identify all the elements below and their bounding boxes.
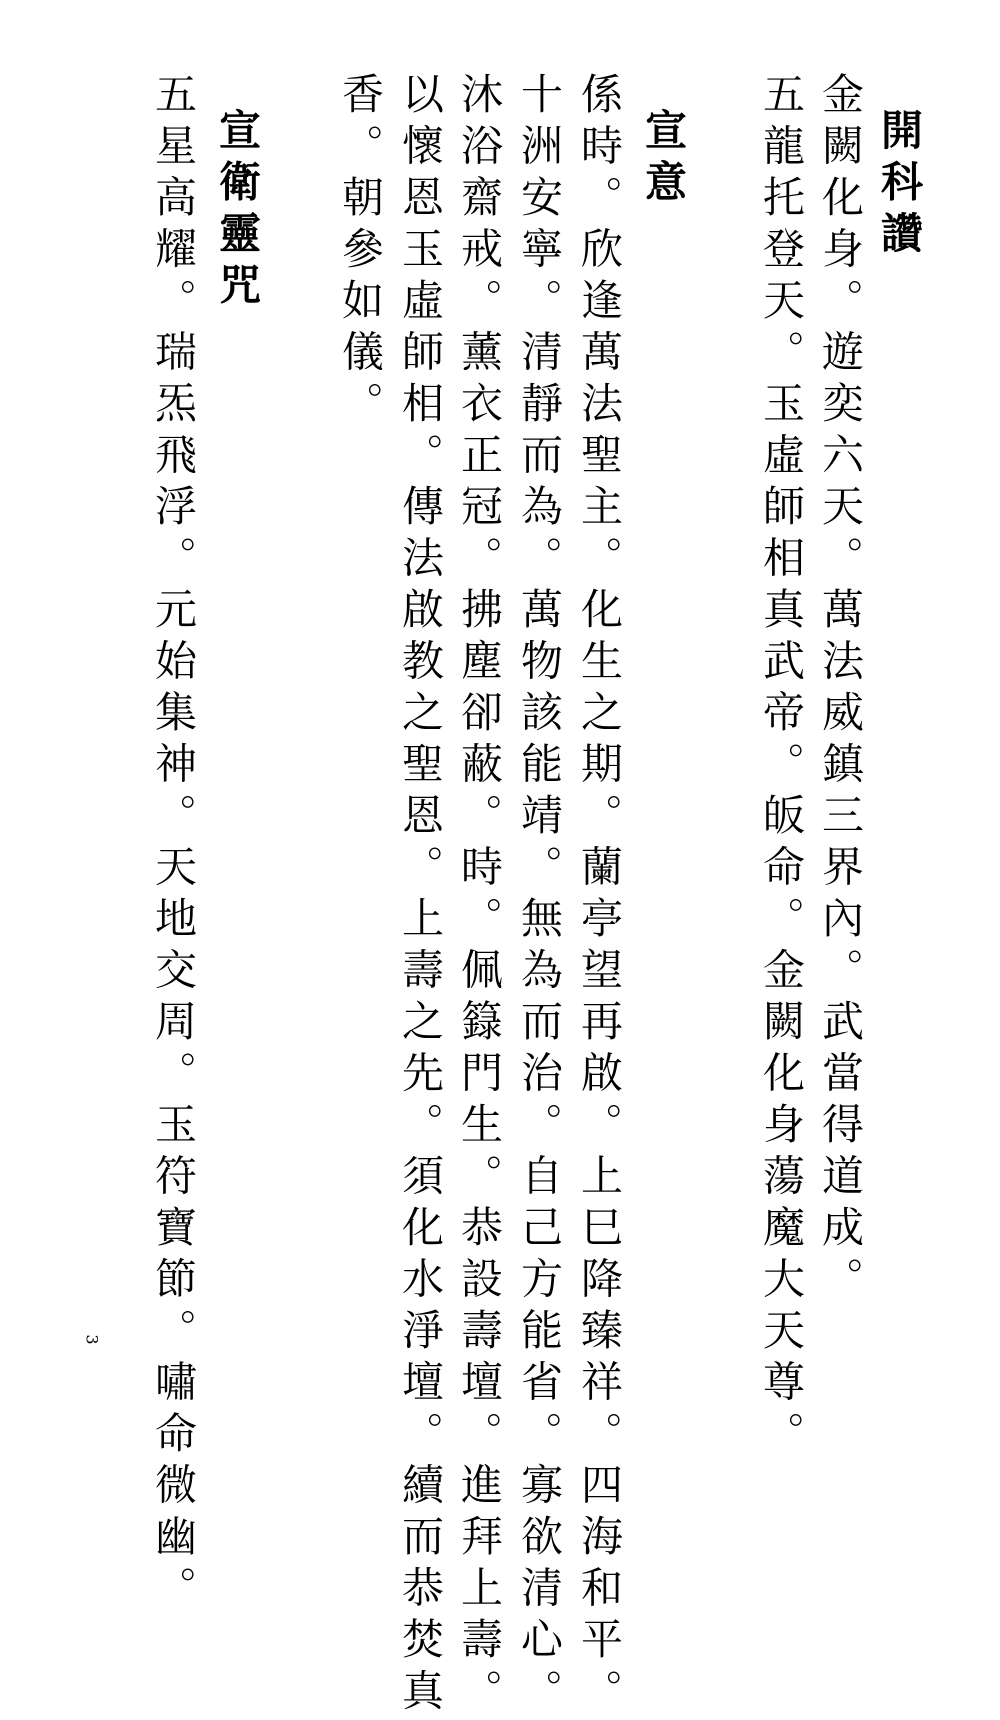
heading-xuan-wei-ling-zhou: 宣衛靈咒 [213,108,262,314]
heading-kai-ke-zan: 開科讚 [875,108,924,263]
text-column: 香。朝參如儀。 [336,72,385,433]
page-number: 3 [82,1334,102,1345]
text-column: 十洲安寧。清靜而為。萬物該能靖。無為而治。自己方能省。寡欲清心。 [515,72,564,1720]
text-column: 係時。欣逢萬法聖主。化生之期。蘭亭望再啟。上巳降臻祥。四海和平。 [575,72,624,1720]
heading-xuan-yi: 宣意 [639,108,688,211]
text-column: 金闕化身。遊奕六天。萬法威鎮三界內。武當得道成。 [816,72,865,1308]
text-column: 五龍托登天。玉虛師相真武帝。皈命。金闕化身蕩魔大天尊。 [757,72,806,1463]
text-column: 以懷恩玉虛師相。傳法啟教之聖恩。上壽之先。須化水淨壇。續而恭焚真 [396,72,445,1720]
text-column: 五星高耀。瑞炁飛浮。元始集神。天地交周。玉符寶節。嘯命微幽。 [149,72,198,1617]
text-column: 沐浴齋戒。薰衣正冠。拂塵卻蔽。時。佩籙門生。恭設壽壇。進拜上壽。 [455,72,504,1720]
